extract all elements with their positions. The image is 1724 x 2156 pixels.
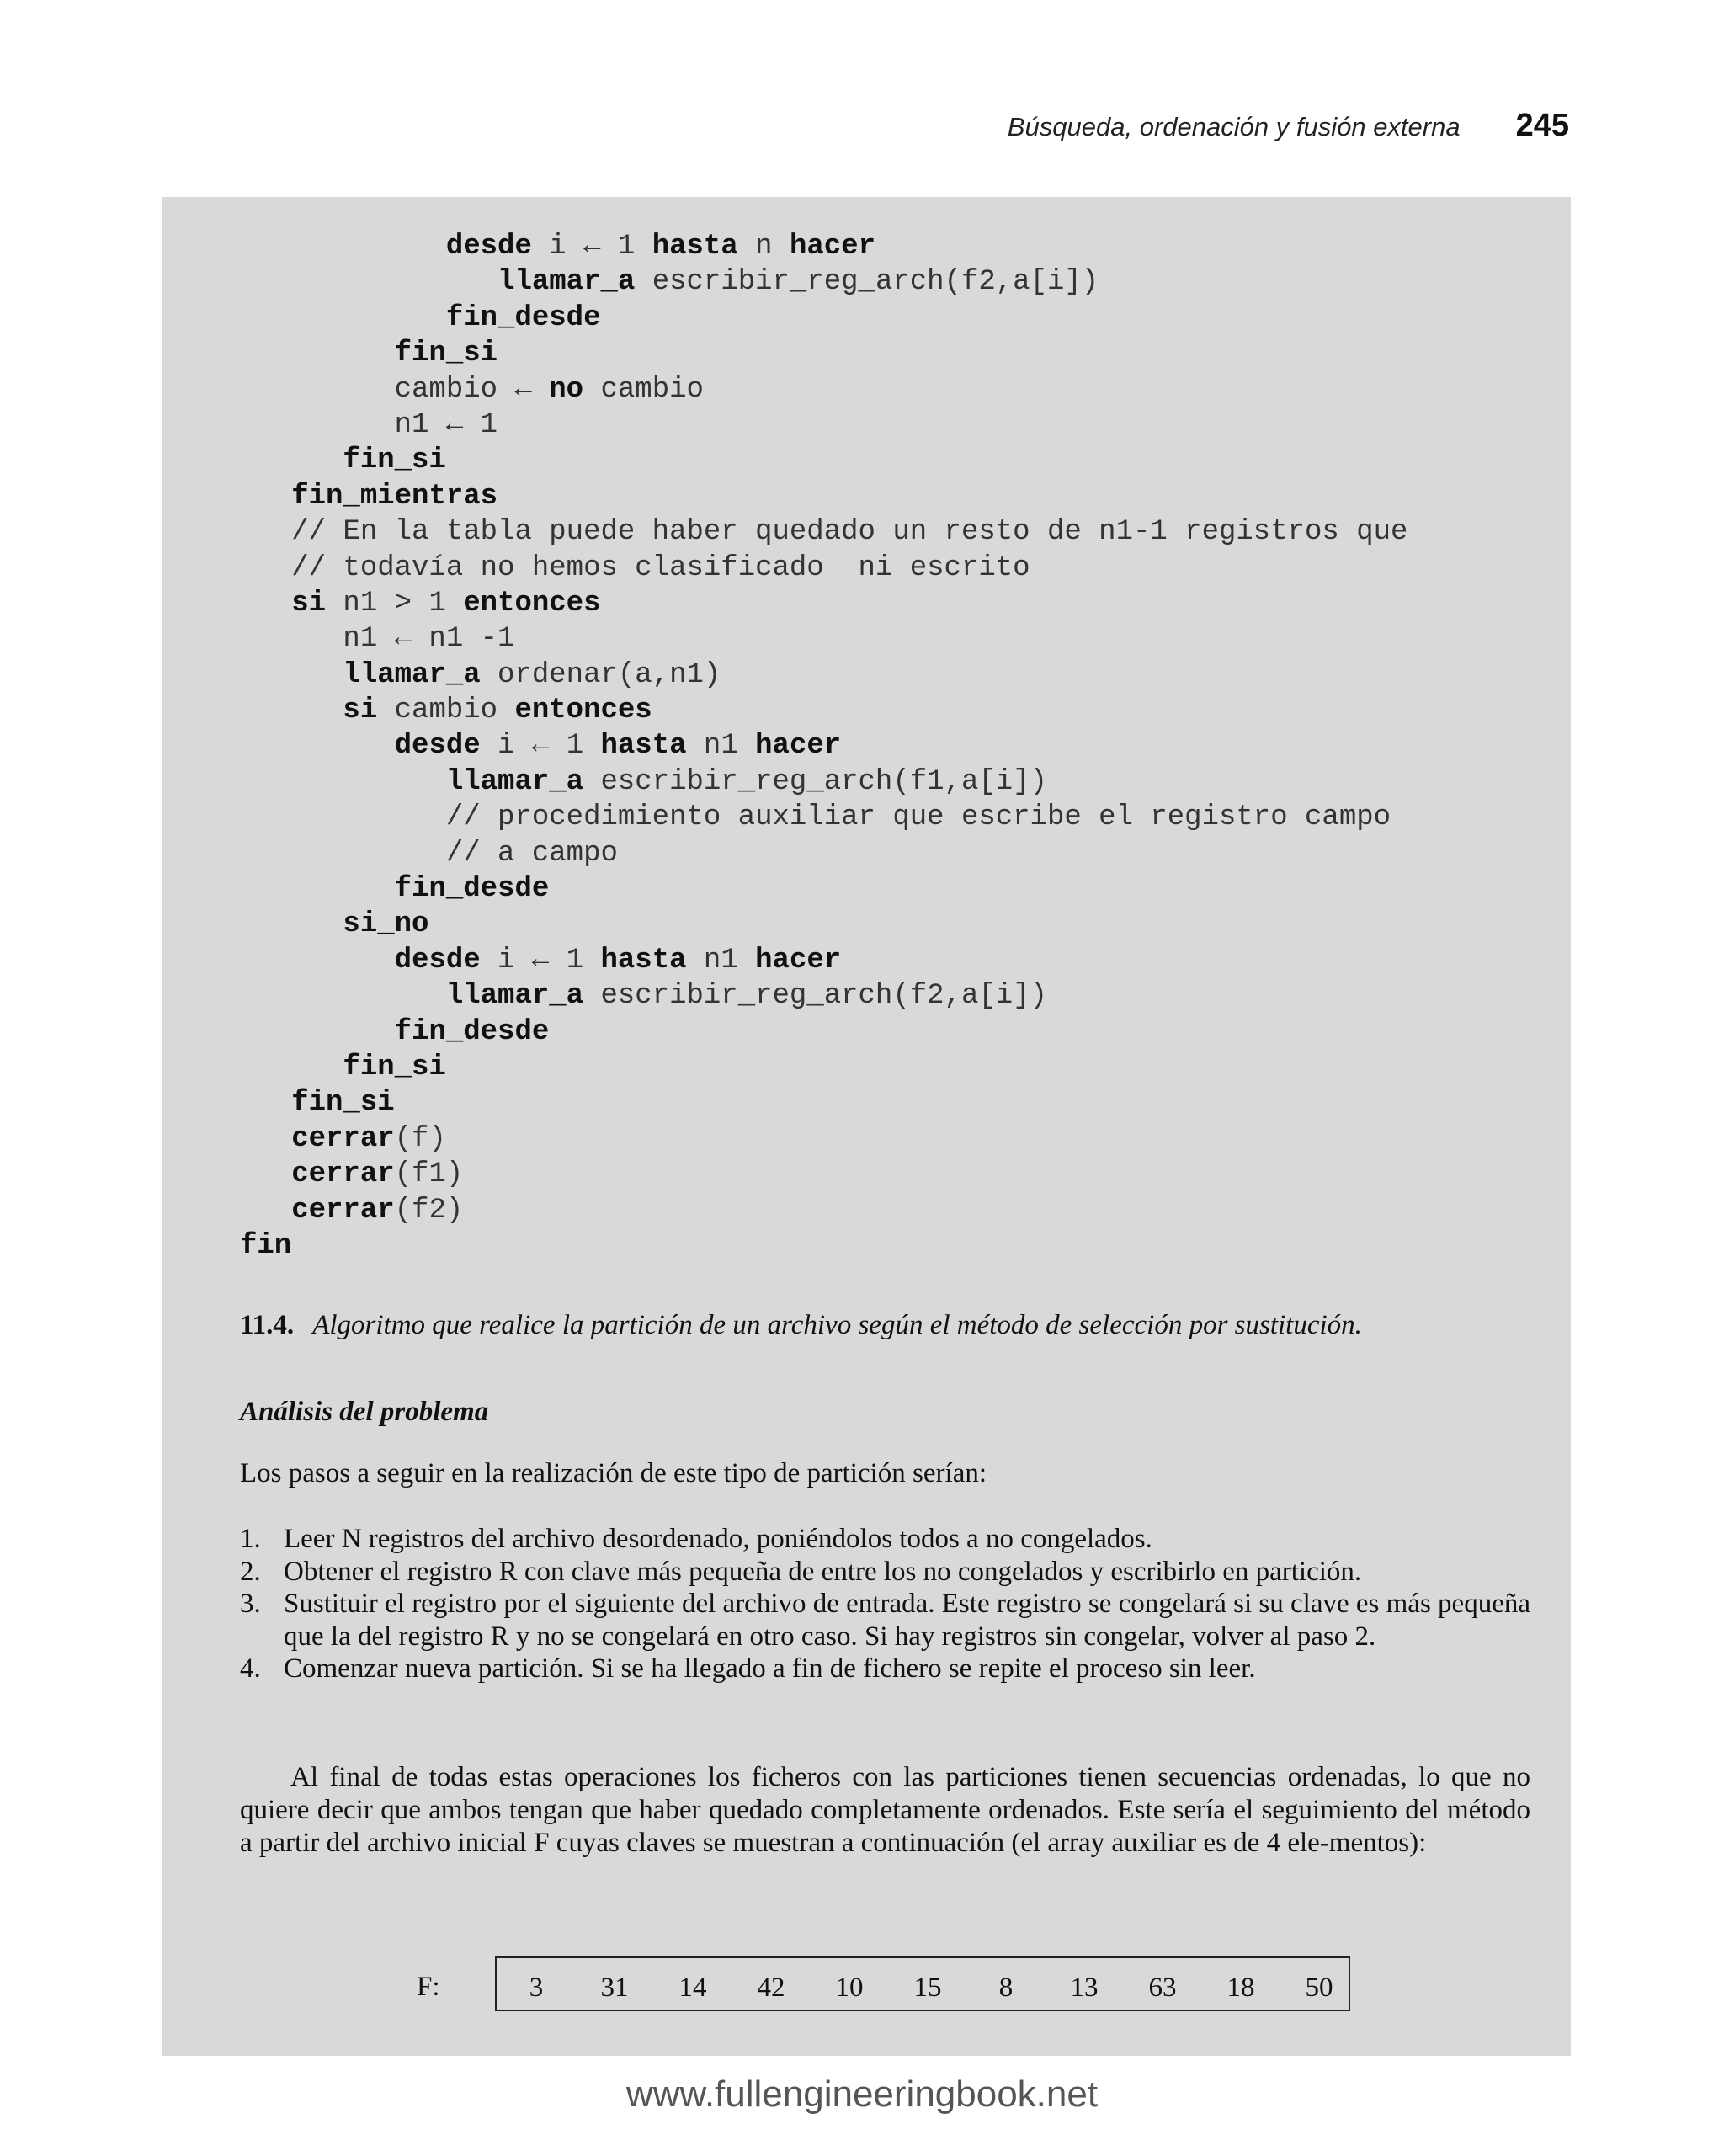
code-line xyxy=(240,693,1407,728)
code-text: // En la tabla puede haber quedado un resto de n1-1 registros que xyxy=(240,516,1408,549)
step-number: 1. xyxy=(240,1524,261,1554)
code-line xyxy=(240,871,1407,907)
code-text xyxy=(240,659,343,691)
code-keyword: hacer xyxy=(755,944,842,977)
section-heading: Análisis del problema xyxy=(240,1397,489,1427)
code-text: n1 xyxy=(686,730,756,763)
code-text xyxy=(240,1123,291,1155)
step-number: 4. xyxy=(240,1653,261,1684)
list-item xyxy=(240,1523,1530,1556)
code-line xyxy=(240,657,1407,693)
code-keyword: fin_mientras xyxy=(291,480,498,513)
code-text xyxy=(240,338,395,370)
code-text xyxy=(240,302,446,334)
code-text xyxy=(240,1051,343,1083)
array-cell: 50 xyxy=(1305,1972,1333,2003)
array-cell: 18 xyxy=(1226,1972,1255,2003)
code-text: escribir_reg_arch(f2,a[i]) xyxy=(635,266,1099,299)
code-keyword: entonces xyxy=(514,695,652,727)
code-keyword: fin_si xyxy=(343,1051,446,1083)
code-text xyxy=(240,1195,291,1227)
list-item xyxy=(240,1653,1530,1685)
code-text xyxy=(240,730,395,762)
array-cell: 8 xyxy=(998,1972,1014,2003)
code-text xyxy=(240,231,446,263)
list-item xyxy=(240,1588,1530,1653)
page-header xyxy=(1008,108,1569,144)
code-keyword: hacer xyxy=(789,231,875,263)
step-text: Sustituir el registro por el siguiente del archivo de entrada. Este registro se congelará si su clave es más pequeña que la del registro R y no se congelará en otro caso. Si hay registros sin congelar, volver al paso 2. xyxy=(284,1589,1530,1652)
code-text: cambio xyxy=(377,695,515,727)
array-label: F: xyxy=(417,1972,440,2002)
code-line xyxy=(240,336,1407,371)
code-line xyxy=(240,836,1407,871)
code-text: escribir_reg_arch(f1,a[i]) xyxy=(583,765,1047,798)
code-keyword: fin xyxy=(240,1229,292,1262)
code-keyword: si xyxy=(343,695,378,727)
code-text: cambio xyxy=(583,373,704,406)
code-text: i ← 1 xyxy=(531,231,652,263)
content-panel xyxy=(162,197,1571,2056)
code-keyword: cerrar xyxy=(291,1122,395,1155)
code-text: cambio ← xyxy=(240,373,550,406)
code-line xyxy=(240,1014,1407,1050)
code-line xyxy=(240,978,1407,1014)
list-item xyxy=(240,1556,1530,1589)
body-paragraph: Al final de todas estas operaciones los ficheros con las particiones tienen secuencias ordenadas, lo que no quiere decir que ambos tengan que haber quedado completamente ordenados. Este sería el seguimiento del método a partir del archivo inicial F cuyas claves se muestran a continuación (el array auxiliar es de 4 ele-mentos): xyxy=(240,1762,1530,1858)
code-keyword: desde xyxy=(445,231,532,263)
array-cell: 63 xyxy=(1148,1972,1177,2003)
code-text: n xyxy=(737,231,790,263)
code-line xyxy=(240,443,1407,478)
code-text: // a campo xyxy=(240,837,618,870)
code-keyword: fin_desde xyxy=(394,1015,550,1048)
code-keyword: cerrar xyxy=(291,1158,395,1191)
footer-url: www.fullengineeringbook.net xyxy=(625,2073,1099,2115)
code-text: // todavía no hemos clasificado ni escrito xyxy=(240,551,1030,584)
code-keyword: entonces xyxy=(463,587,601,620)
code-line xyxy=(240,728,1407,764)
code-text: (f2) xyxy=(394,1194,464,1227)
code-line xyxy=(240,514,1407,550)
code-line xyxy=(240,800,1407,835)
code-text xyxy=(240,481,291,513)
code-keyword: hasta xyxy=(600,730,687,763)
step-text: Obtener el registro R con clave más pequeña de entre los no congelados y escribirlo en partición. xyxy=(284,1556,1362,1587)
code-line xyxy=(240,1085,1407,1121)
step-text: Leer N registros del archivo desordenado, poniéndolos todos a no congelados. xyxy=(284,1524,1152,1554)
code-keyword: fin_si xyxy=(291,1087,395,1120)
code-keyword: si xyxy=(291,587,327,620)
code-text: n1 xyxy=(686,944,756,977)
running-title: Búsqueda, ordenación y fusión externa xyxy=(1007,112,1461,141)
code-line xyxy=(240,407,1407,443)
array-cell: 3 xyxy=(529,1972,544,2003)
code-keyword: hacer xyxy=(755,730,842,763)
code-text xyxy=(240,980,446,1012)
steps-list xyxy=(240,1523,1530,1685)
code-text: escribir_reg_arch(f2,a[i]) xyxy=(583,980,1047,1013)
code-keyword: desde xyxy=(394,944,481,977)
code-line xyxy=(240,764,1407,800)
code-line xyxy=(240,1228,1407,1264)
code-text xyxy=(240,445,343,476)
code-line xyxy=(240,1157,1407,1192)
code-text: (f1) xyxy=(394,1158,464,1191)
code-text: (f) xyxy=(394,1122,446,1155)
code-keyword: fin_si xyxy=(394,338,498,370)
code-text xyxy=(240,695,343,727)
code-keyword: desde xyxy=(394,730,481,763)
array-cell: 15 xyxy=(913,1972,942,2003)
code-line xyxy=(240,551,1407,586)
code-keyword: llamar_a xyxy=(445,980,584,1013)
code-keyword: llamar_a xyxy=(498,266,636,299)
array-cell: 42 xyxy=(757,1972,785,2003)
code-text xyxy=(240,908,343,940)
code-line xyxy=(240,586,1407,621)
code-text xyxy=(240,588,291,620)
array-cell: 14 xyxy=(678,1972,707,2003)
code-line xyxy=(240,301,1407,336)
step-number: 2. xyxy=(240,1556,261,1587)
code-line xyxy=(240,907,1407,942)
code-keyword: fin_desde xyxy=(445,301,601,334)
array-box xyxy=(495,1956,1350,2011)
step-text: Comenzar nueva partición. Si se ha llegado a fin de fichero se repite el proceso sin leer. xyxy=(284,1653,1256,1684)
code-keyword: hasta xyxy=(600,944,687,977)
code-keyword: no xyxy=(549,373,584,406)
code-text: ordenar(a,n1) xyxy=(480,658,721,691)
code-text xyxy=(240,1158,291,1190)
step-number: 3. xyxy=(240,1589,261,1619)
code-line xyxy=(240,621,1407,657)
array-cell: 10 xyxy=(835,1972,864,2003)
code-keyword: si_no xyxy=(343,908,429,941)
code-keyword: hasta xyxy=(652,231,738,263)
code-keyword: llamar_a xyxy=(343,658,481,691)
code-line xyxy=(240,1050,1407,1085)
code-keyword: llamar_a xyxy=(445,765,584,798)
page-number: 245 xyxy=(1515,108,1569,143)
code-text xyxy=(240,766,446,798)
code-text: i ← 1 xyxy=(480,944,601,977)
code-text xyxy=(240,945,395,977)
intro-text: Los pasos a seguir en la realización de este tipo de partición serían: xyxy=(240,1458,987,1488)
code-text: i ← 1 xyxy=(480,730,601,763)
array-cell: 13 xyxy=(1070,1972,1099,2003)
code-text: // procedimiento auxiliar que escribe el registro campo xyxy=(240,801,1391,834)
exercise-statement xyxy=(240,1310,1530,1341)
code-line xyxy=(240,479,1407,514)
code-text: n1 ← 1 xyxy=(240,408,498,441)
code-keyword: fin_si xyxy=(343,445,446,477)
code-text: n1 > 1 xyxy=(326,587,464,620)
code-text xyxy=(240,1016,395,1048)
array-cell: 31 xyxy=(600,1972,629,2003)
exercise-title: Algoritmo que realice la partición de un archivo según el método de selección por sustitución. xyxy=(312,1310,1362,1340)
exercise-number: 11.4. xyxy=(240,1310,295,1340)
pseudocode-block xyxy=(240,229,1407,1264)
code-text xyxy=(240,266,498,298)
code-text xyxy=(240,873,395,905)
code-line xyxy=(240,1121,1407,1157)
code-line xyxy=(240,1193,1407,1228)
code-text xyxy=(240,1087,291,1119)
code-line xyxy=(240,372,1407,407)
code-line xyxy=(240,264,1407,300)
code-text: n1 ← n1 -1 xyxy=(240,623,515,656)
code-keyword: fin_desde xyxy=(394,873,550,906)
code-keyword: cerrar xyxy=(291,1194,395,1227)
code-line xyxy=(240,943,1407,978)
code-line xyxy=(240,229,1407,264)
